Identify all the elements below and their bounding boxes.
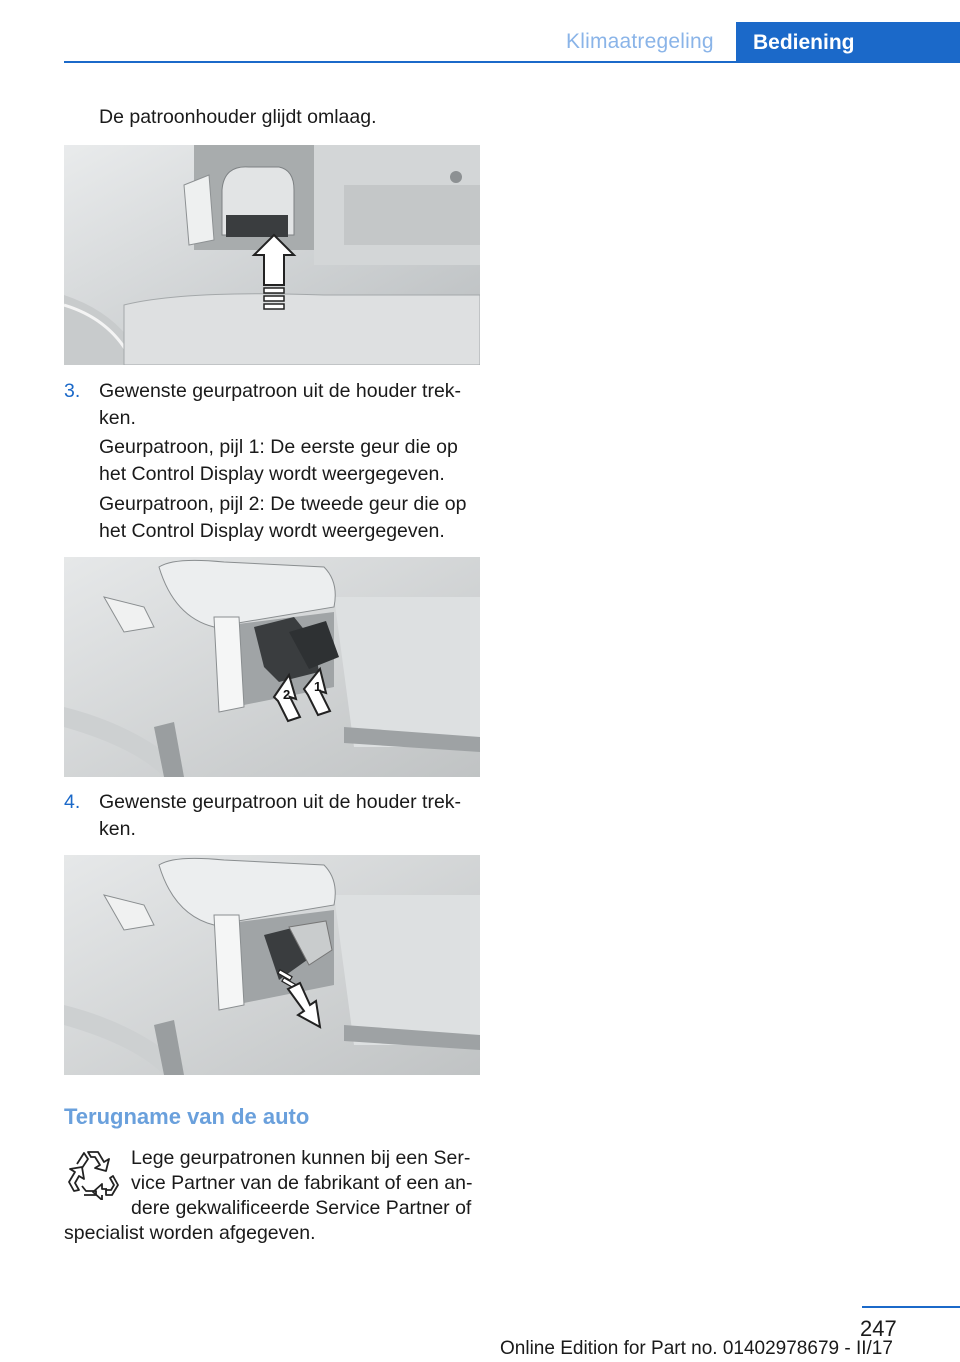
figure-arrow-label-2: 2 xyxy=(283,687,291,702)
page-number: 247 xyxy=(860,1316,897,1341)
header-divider xyxy=(64,61,960,63)
figure-cartridge-removal xyxy=(64,855,480,1075)
footer-divider xyxy=(862,1306,960,1308)
section-line-3: dere gekwalificeerde Service Partner of xyxy=(131,1197,472,1219)
figure-cartridge-holder xyxy=(64,145,480,365)
section-line-2: vice Partner van de fabrikant of een an- xyxy=(131,1172,473,1194)
figure-cartridges-arrows xyxy=(64,557,480,777)
step-3-note-1-line-1: Geurpatroon, pijl 1: De eerste geur die op xyxy=(99,436,458,458)
header-section-label[interactable]: Klimaatregeling xyxy=(566,30,714,53)
step-4-line-2: ken. xyxy=(99,818,136,840)
header-tab-label: Bediening xyxy=(753,30,855,54)
figure-arrow-label-1: 1 xyxy=(314,679,322,694)
step-3-line-2: ken. xyxy=(99,407,136,429)
step-3-line-1: Gewenste geurpatroon uit de houder trek- xyxy=(99,380,462,402)
section-heading: Terugname van de auto xyxy=(64,1104,310,1129)
step-4-number: 4. xyxy=(64,791,81,813)
step-3-note-2-line-2: het Control Display wordt weergegeven. xyxy=(99,520,445,542)
recycle-icon xyxy=(66,1146,120,1200)
section-line-4: specialist worden afgegeven. xyxy=(64,1222,316,1244)
step-3-note-2-line-1: Geurpatroon, pijl 2: De tweede geur die op xyxy=(99,493,467,515)
step-4-line-1: Gewenste geurpatroon uit de houder trek- xyxy=(99,791,462,813)
step-3-note-1-line-2: het Control Display wordt weergegeven. xyxy=(99,463,445,485)
step-3-number: 3. xyxy=(64,380,81,402)
footer-edition-text: Online Edition for Part no. 01402978679 - II/17 xyxy=(500,1338,893,1359)
section-line-1: Lege geurpatronen kunnen bij een Ser- xyxy=(131,1147,471,1169)
intro-text: De patroonhouder glijdt omlaag. xyxy=(99,106,377,128)
header-active-tab[interactable] xyxy=(736,22,960,63)
